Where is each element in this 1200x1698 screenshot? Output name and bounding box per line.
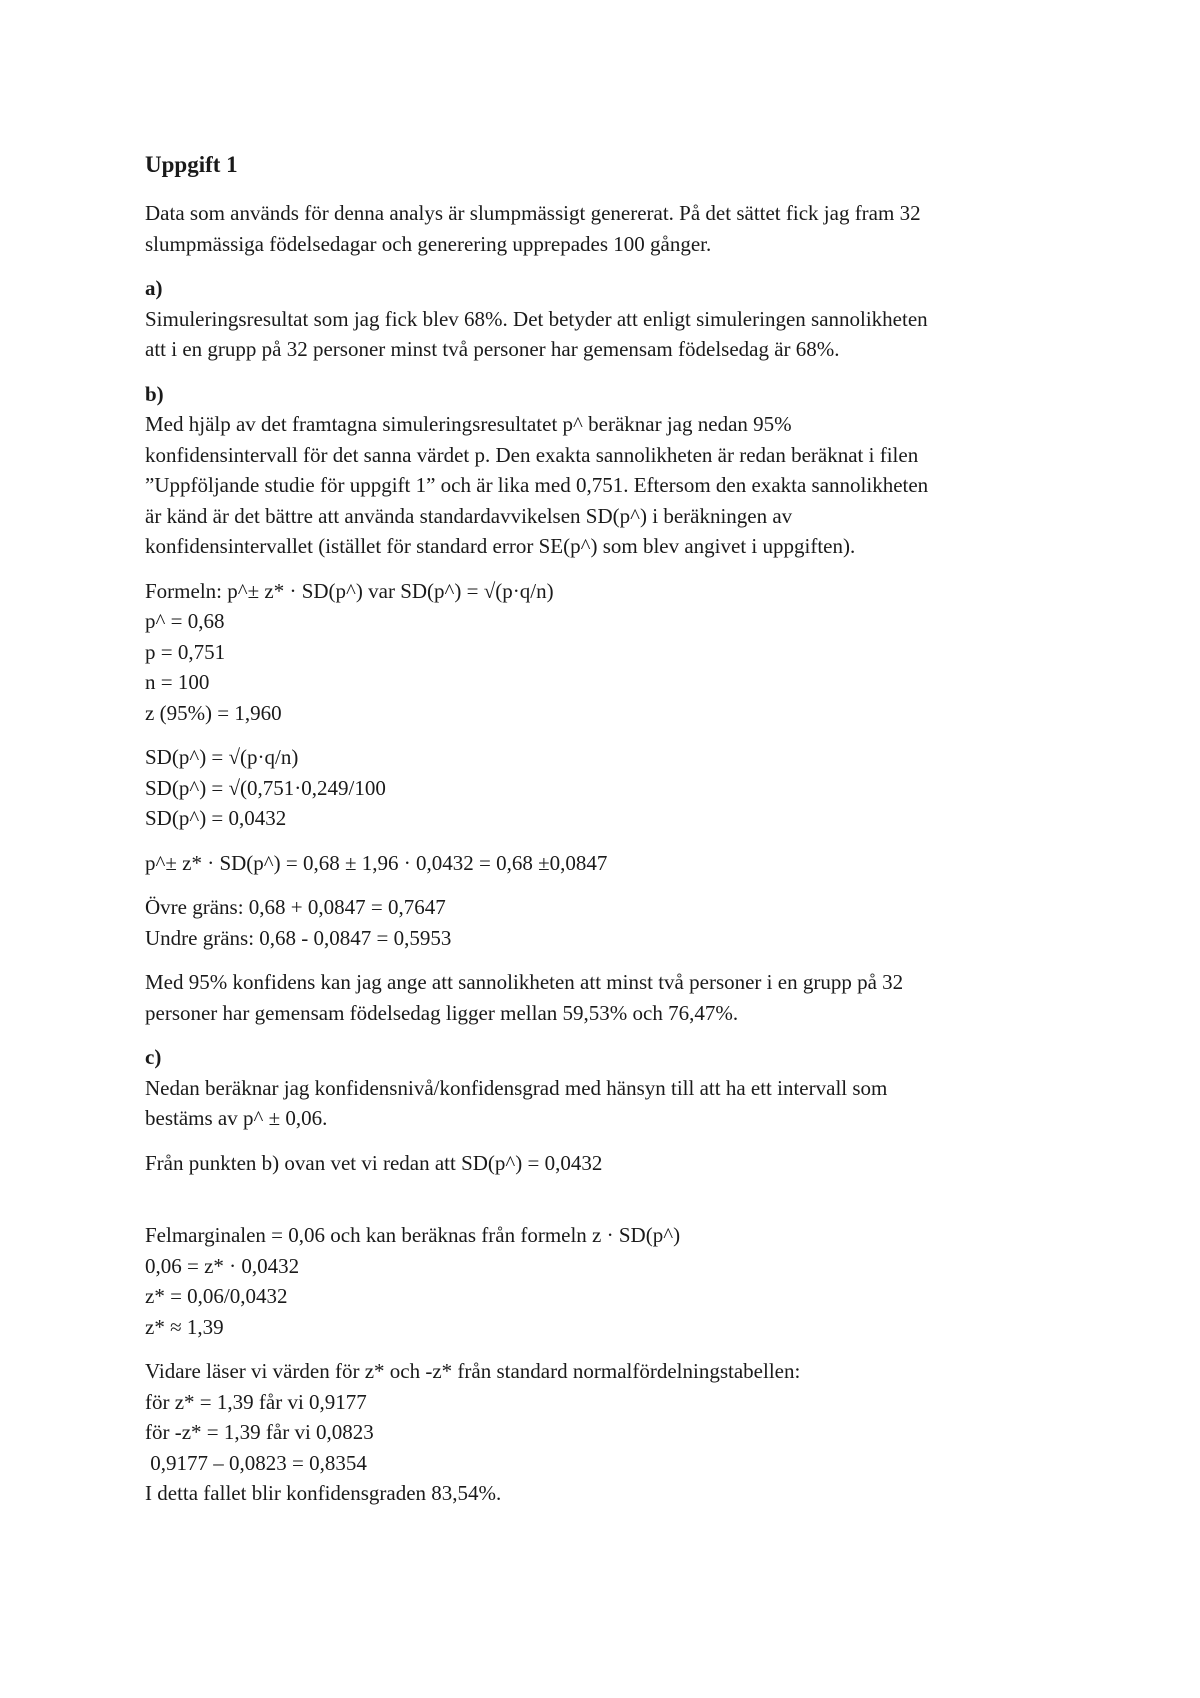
part-c-line: bestäms av p^ ± 0,06. [145,1106,328,1130]
intro-paragraph [145,198,1085,259]
part-a-line: Simuleringsresultat som jag fick blev 68%. Det betyder att enligt simuleringen sannolikheten [145,306,928,331]
part-b-line: är känd är det bättre att använda standardavvikelsen SD(p^) i beräkningen av [145,503,793,528]
part-b-line: konfidensintervall för det sanna värdet p. Den exakta sannolikheten är redan beräknat i filen [145,442,919,467]
section-title: Uppgift 1 [145,152,238,177]
sd-line: SD(p^) = 0,0432 [145,806,287,830]
table-line: I detta fallet blir konfidensgraden 83,54%. [145,1481,502,1505]
margin-line: 0,06 = z* · 0,0432 [145,1253,300,1278]
table-line: Vidare läser vi värden för z* och -z* från standard normalfördelningstabellen: [145,1359,801,1383]
conclusion-line: Med 95% konfidens kan jag ange att sannolikheten att minst två personer i en grupp på 32 [145,970,904,994]
formula-line: z (95%) = 1,960 [145,700,282,725]
part-b-label: b) [145,381,164,406]
formula-line: Formeln: p^± z* · SD(p^) var SD(p^) = √(p·q/n) [145,578,554,603]
table-line: 0,9177 – 0,0823 = 0,8354 [145,1450,367,1475]
part-a [145,273,1085,365]
part-c-label: c) [145,1045,162,1069]
known-sd [145,1148,1085,1179]
blank-line [145,1192,1085,1220]
part-b-line: konfidensintervallet (istället för standard error SE(p^) som blev angivet i uppgiften). [145,534,856,558]
part-b-line: Med hjälp av det framtagna simuleringsresultatet p^ beräknar jag nedan 95% [145,412,792,436]
lower-bound: Undre gräns: 0,68 - 0,0847 = 0,5953 [145,925,452,950]
intro-line: slumpmässiga födelsedagar och generering upprepades 100 gånger. [145,231,712,256]
bounds-block [145,892,1085,953]
margin-line: Felmarginalen = 0,06 och kan beräknas från formeln z · SD(p^) [145,1223,681,1247]
margin-calculation [145,1220,1085,1342]
part-b-conclusion [145,967,1085,1028]
margin-line: z* = 0,06/0,0432 [145,1284,288,1308]
part-c-intro [145,1042,1085,1134]
intro-line: Data som används för denna analys är slumpmässigt genererat. På det sättet fick jag fram 32 [145,201,921,225]
interval-calculation [145,848,1085,879]
upper-bound: Övre gräns: 0,68 + 0,0847 = 0,7647 [145,895,446,919]
part-c-line: Nedan beräknar jag konfidensnivå/konfidensgrad med hänsyn till att ha ett intervall som [145,1075,888,1100]
part-b-intro [145,379,1085,562]
table-lookup [145,1356,1085,1509]
formula-block [145,576,1085,729]
formula-line: p^ = 0,68 [145,609,225,633]
sd-calculation [145,742,1085,834]
part-a-line: att i en grupp på 32 personer minst två personer har gemensam födelsedag är 68%. [145,337,840,361]
document-content [145,150,1085,1523]
sd-line: SD(p^) = √(p·q/n) [145,745,299,769]
conclusion-line: personer har gemensam födelsedag ligger mellan 59,53% och 76,47%. [145,1000,739,1025]
known-sd-line: Från punkten b) ovan vet vi redan att SD(p^) = 0,0432 [145,1150,603,1175]
formula-line: p = 0,751 [145,639,226,664]
table-line: för z* = 1,39 får vi 0,9177 [145,1389,367,1414]
table-line: för -z* = 1,39 får vi 0,0823 [145,1420,374,1444]
margin-line: z* ≈ 1,39 [145,1314,224,1339]
sd-line: SD(p^) = √(0,751·0,249/100 [145,775,386,800]
part-a-label: a) [145,276,163,300]
formula-line: n = 100 [145,670,210,694]
part-b-line: ”Uppföljande studie för uppgift 1” och är lika med 0,751. Eftersom den exakta sannolikheten [145,473,929,497]
interval-line: p^± z* · SD(p^) = 0,68 ± 1,96 · 0,0432 = 0,68 ±0,0847 [145,850,608,875]
